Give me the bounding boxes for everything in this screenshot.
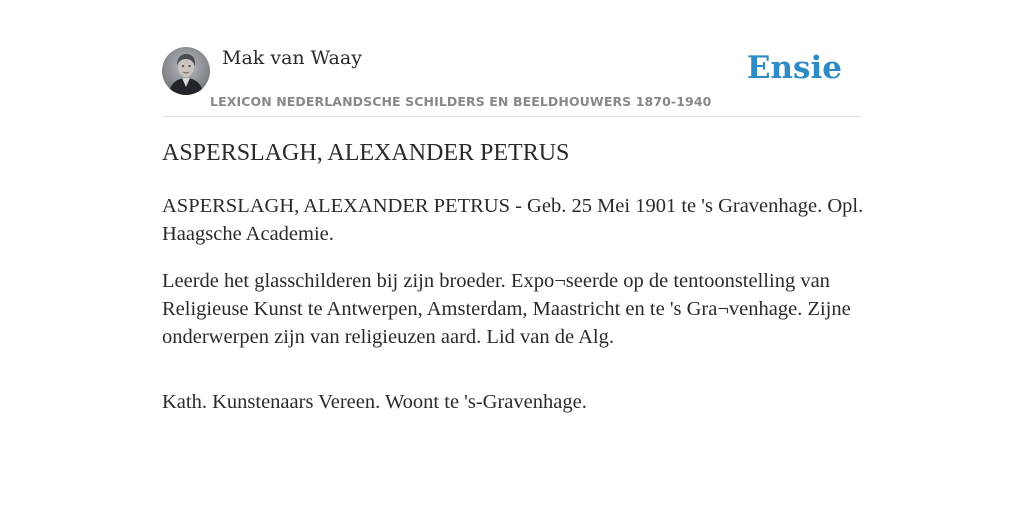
portrait-icon [162, 47, 210, 95]
article-body [162, 192, 866, 435]
header [162, 46, 862, 117]
author-name[interactable]: Mak van Waay [222, 47, 362, 69]
article-paragraph: Leerde het glasschilderen bij zijn broeder. Expo¬seerde op de tentoonstelling van Religieuse Kunst te Antwerpen, Amsterdam, Maastricht en te 's Gra¬venhage. Zijne onderwerpen zijn van religieuzen aard. Lid van de Alg. [162, 270, 851, 348]
author-avatar[interactable] [162, 47, 210, 95]
lexicon-subtitle[interactable]: LEXICON NEDERLANDSCHE SCHILDERS EN BEELDHOUWERS 1870-1940 [210, 94, 712, 109]
article-paragraph: Kath. Kunstenaars Vereen. Woont te 's-Gravenhage. [162, 391, 587, 413]
ensie-logo[interactable]: Ensie [746, 50, 842, 86]
article-paragraph: ASPERSLAGH, ALEXANDER PETRUS - Geb. 25 Mei 1901 te 's Gravenhage. Opl. Haagsche Academie. [162, 195, 864, 245]
article-title: ASPERSLAGH, ALEXANDER PETRUS [162, 140, 570, 166]
